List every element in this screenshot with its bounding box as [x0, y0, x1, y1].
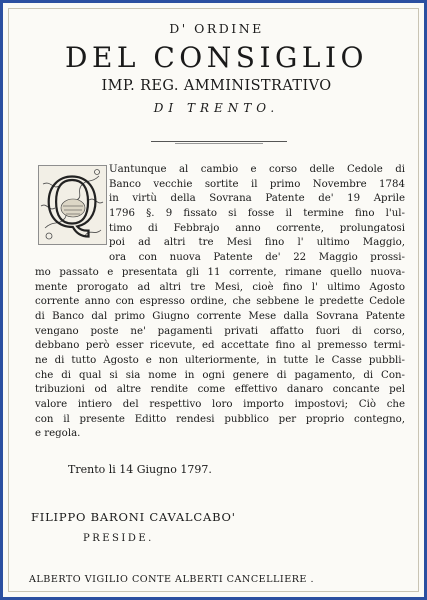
body-line: in virtù della Sovrana Patente de' 19 Aprile — [109, 193, 405, 205]
edict-page — [13, 13, 420, 593]
body-line: di Banco dal primo Giugno corrente Mese dalla Sovrana Patente — [35, 310, 405, 322]
body-line: vengano poste ne' pagamenti privati affatto fuori di corso, — [35, 325, 405, 337]
body-line: con il presente Editto rendesi pubblico per proprio contegno, — [35, 413, 405, 425]
header-line-1: D' ORDINE — [169, 21, 264, 36]
body-line: ne di tutto Agosto e non ulteriormente, in tutte le Casse pubbli- — [35, 354, 405, 366]
body-line: e regola. — [35, 428, 81, 440]
header-divider — [151, 141, 287, 144]
header-title: DEL CONSIGLIO — [65, 41, 368, 74]
body-line: mente prorogato ad altri tre Mesi, cioè fino l' ultimo Agosto — [35, 281, 405, 293]
body-line: timo di Febbrajo anno corrente, prolungatosi — [109, 222, 405, 234]
header-line-4: DI TRENTO. — [153, 101, 280, 115]
body-line: mo passato e presentata gli 11 corrente, rimane quello nuova- — [35, 266, 405, 278]
date-line: Trento li 14 Giugno 1797. — [68, 463, 212, 476]
body-line: corrente anno con espresso ordine, che sebbene le predette Cedole — [35, 296, 405, 308]
edict-body — [35, 163, 405, 442]
body-line: che di qual si sia nome in ogni genere di pagamento, di Con- — [35, 369, 405, 381]
body-line: ora con nuova Patente de' 22 Maggio prossi- — [109, 252, 405, 264]
body-line: 1796 §. 9 fissato si fosse il termine fino l'ul- — [109, 208, 405, 220]
body-line: Uantunque al cambio e corso delle Cedole di — [109, 164, 405, 175]
signer-name: FILIPPO BARONI CAVALCABO' — [31, 510, 236, 524]
body-line: valore intiero del respettivo loro importo impostovi; Ciò che — [35, 399, 405, 410]
chancellor-line: ALBERTO VIGILIO CONTE ALBERTI CANCELLIERE . — [29, 574, 315, 585]
signer-role: PRESIDE. — [83, 533, 154, 544]
body-line: tribuzioni od altre rendite come effettivo danaro concante pel — [35, 384, 405, 396]
initial-letter: Q — [44, 166, 100, 242]
body-line: Banco vecchie sortite il primo Novembre 1784 — [109, 178, 405, 190]
body-line: poi ad altri tre Mesi fino l' ultimo Maggio, — [109, 237, 405, 249]
body-line: debbano però esser ricevute, ed accettate fino al premesso termi- — [35, 340, 405, 352]
header-line-3: IMP. REG. AMMINISTRATIVO — [101, 78, 332, 94]
